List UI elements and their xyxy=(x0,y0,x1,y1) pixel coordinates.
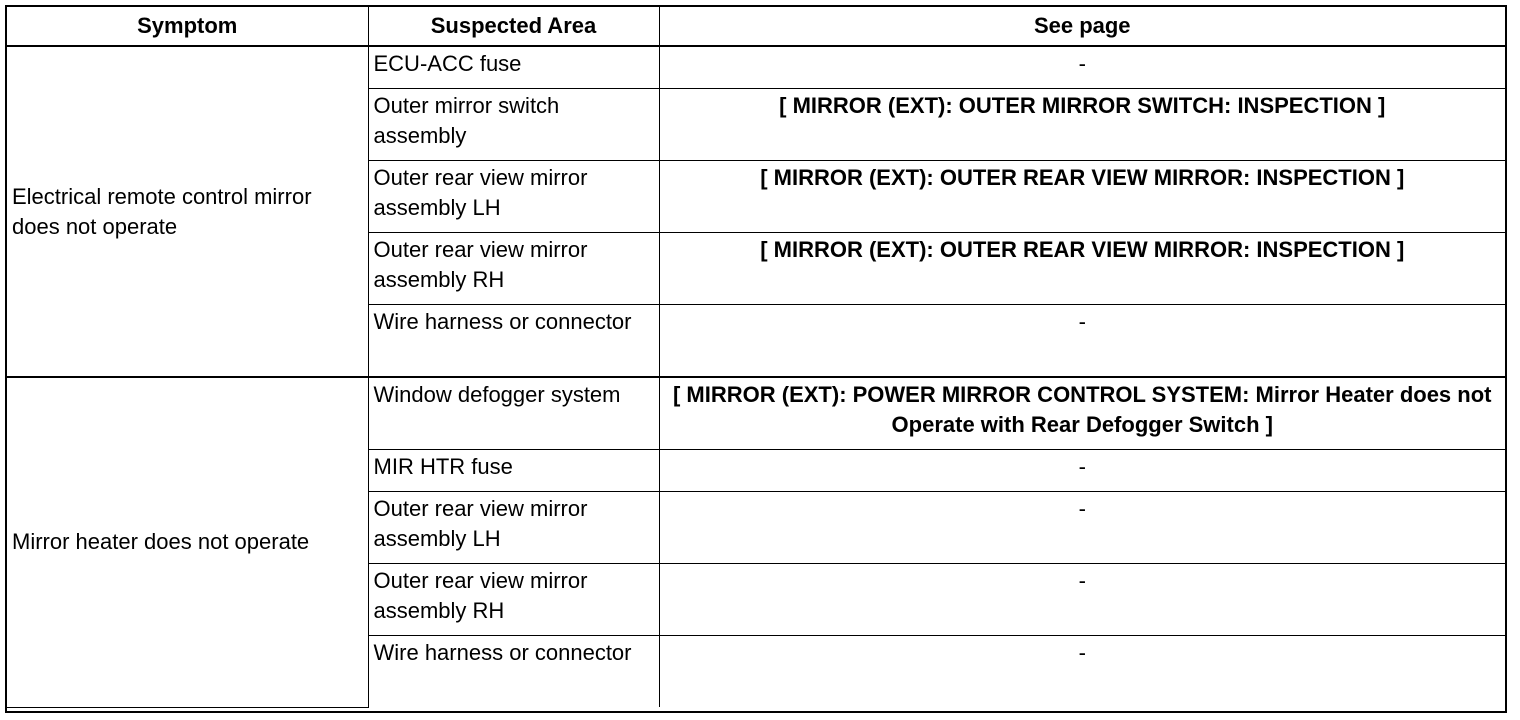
symptom-cell: Electrical remote control mirror does not operate xyxy=(7,46,368,377)
suspected-area-cell: Outer rear view mirror assembly RH xyxy=(368,564,659,636)
see-page-cell: - xyxy=(659,46,1505,89)
see-page-cell: - xyxy=(659,450,1505,492)
symptom-cell: Mirror heater does not operate xyxy=(7,377,368,707)
table-header-row xyxy=(7,7,1505,46)
see-page-cell: - xyxy=(659,564,1505,636)
see-page-link[interactable]: [ MIRROR (EXT): OUTER MIRROR SWITCH: INSPECTION ] xyxy=(659,89,1505,161)
suspected-area-cell: MIR HTR fuse xyxy=(368,450,659,492)
suspected-area-cell: Outer rear view mirror assembly LH xyxy=(368,161,659,233)
table-row xyxy=(7,377,1505,450)
troubleshooting-table xyxy=(7,7,1505,708)
suspected-area-cell: Outer rear view mirror assembly LH xyxy=(368,492,659,564)
see-page-link[interactable]: [ MIRROR (EXT): POWER MIRROR CONTROL SYSTEM: Mirror Heater does not Operate with Rear Defogger Switch ] xyxy=(659,377,1505,450)
troubleshooting-table-container xyxy=(5,5,1507,713)
suspected-area-cell: ECU-ACC fuse xyxy=(368,46,659,89)
suspected-area-cell: Outer rear view mirror assembly RH xyxy=(368,233,659,305)
see-page-cell: - xyxy=(659,492,1505,564)
header-symptom: Symptom xyxy=(7,7,368,46)
header-suspected-area: Suspected Area xyxy=(368,7,659,46)
suspected-area-cell: Wire harness or connector xyxy=(368,636,659,708)
see-page-cell: - xyxy=(659,636,1505,708)
header-see-page: See page xyxy=(659,7,1505,46)
suspected-area-cell: Outer mirror switch assembly xyxy=(368,89,659,161)
suspected-area-cell: Window defogger system xyxy=(368,377,659,450)
see-page-cell: - xyxy=(659,305,1505,378)
see-page-link[interactable]: [ MIRROR (EXT): OUTER REAR VIEW MIRROR: INSPECTION ] xyxy=(659,233,1505,305)
suspected-area-cell: Wire harness or connector xyxy=(368,305,659,378)
table-row xyxy=(7,46,1505,89)
see-page-link[interactable]: [ MIRROR (EXT): OUTER REAR VIEW MIRROR: INSPECTION ] xyxy=(659,161,1505,233)
